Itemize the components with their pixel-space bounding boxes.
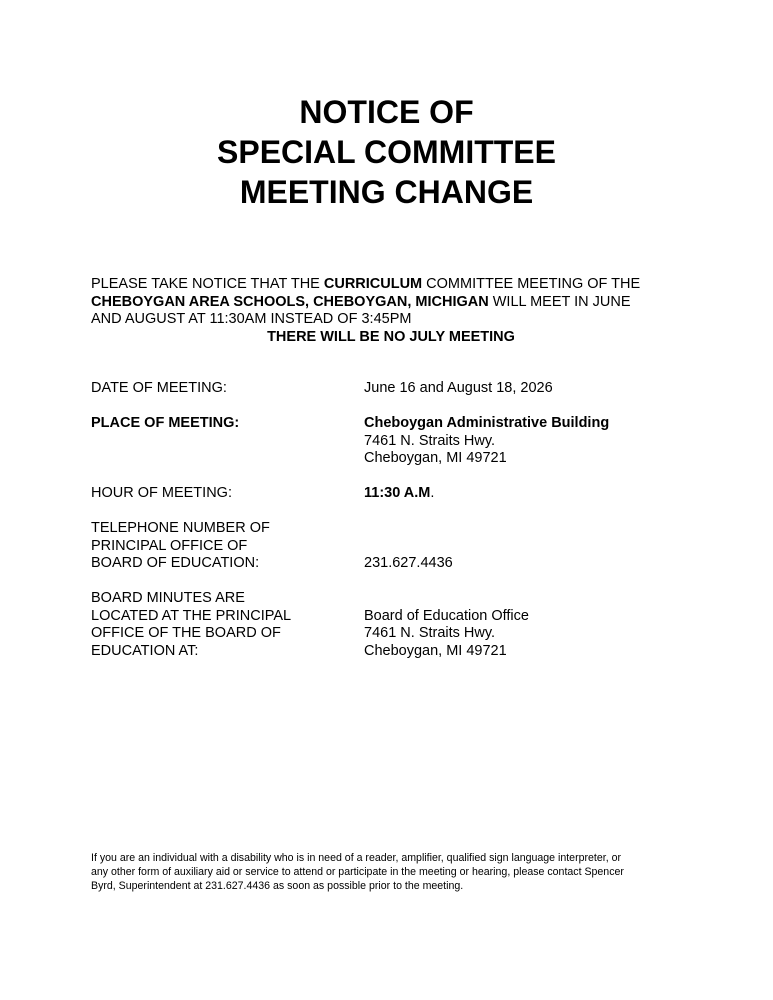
place-name: Cheboygan Administrative Building [364,415,610,431]
place-value [364,415,684,468]
minutes-label [91,590,351,660]
no-july-meeting: THERE WILL BE NO JULY MEETING [267,328,515,345]
notice-text: COMMITTEE MEETING OF THE [422,276,641,292]
hour-period: . [430,485,435,501]
minutes-address-2: Cheboygan, MI 49721 [364,642,507,659]
telephone-label-line-2: PRINCIPAL OFFICE OF [91,537,248,554]
date-label: DATE OF MEETING: [91,380,227,396]
accessibility-line-2: any other form of auxiliary aid or service to attend or participate in the meeting or hearing, please contact Spencer [91,866,624,878]
place-label: PLACE OF MEETING: [91,415,240,431]
minutes-label-line-4: EDUCATION AT: [91,642,199,659]
notice-text: WILL MEET IN JUNE [488,293,631,310]
telephone-label-line-3: BOARD OF EDUCATION: [91,555,260,571]
title-line-3: MEETING CHANGE [239,174,534,210]
accessibility-line-1: If you are an individual with a disability who is in need of a reader, amplifier, qualified sign language interpreter, or [91,852,622,864]
school-name: CHEBOYGAN AREA SCHOOLS, CHEBOYGAN, MICHIGAN [91,293,489,310]
minutes-label-line-2: LOCATED AT THE PRINCIPAL [91,607,292,624]
notice-line-2 [91,294,691,312]
notice-line-1 [91,276,691,294]
hour-label: HOUR OF MEETING: [91,485,232,501]
title-line-1: NOTICE OF [299,94,474,130]
telephone-value: 231.627.4436 [364,555,453,571]
minutes-office: Board of Education Office [364,607,529,624]
minutes-label-line-1: BOARD MINUTES ARE [91,590,245,606]
place-address-1: 7461 N. Straits Hwy. [364,432,496,449]
notice-text: PLEASE TAKE NOTICE THAT THE [91,276,324,292]
committee-name: CURRICULUM [323,276,423,292]
hour-time: 11:30 A.M [364,485,431,501]
place-address-2: Cheboygan, MI 49721 [364,450,507,466]
notice-title [0,92,773,212]
notice-line-3: AND AUGUST AT 11:30AM INSTEAD OF 3:45PM [91,311,412,327]
accessibility-notice [91,851,691,893]
minutes-value [364,608,684,661]
telephone-label-line-1: TELEPHONE NUMBER OF [91,520,270,536]
title-line-2: SPECIAL COMMITTEE [217,134,556,170]
hour-value [364,485,684,503]
notice-paragraph [91,276,691,346]
minutes-address-1: 7461 N. Straits Hwy. [364,625,496,641]
minutes-label-line-3: OFFICE OF THE BOARD OF [91,625,281,641]
accessibility-line-3: Byrd, Superintendent at 231.627.4436 as soon as possible prior to the meeting. [91,880,464,892]
date-value: June 16 and August 18, 2026 [364,380,553,396]
telephone-label [91,520,351,573]
